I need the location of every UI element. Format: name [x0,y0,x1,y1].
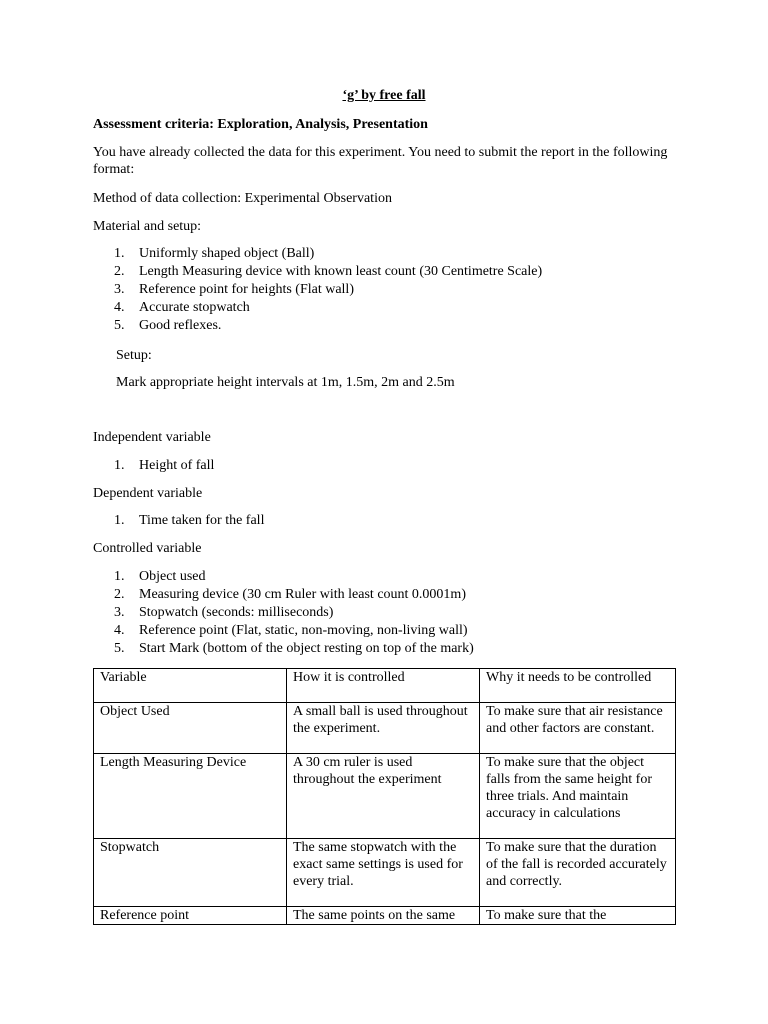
list-text: Time taken for the fall [139,513,265,528]
list-number: 5. [114,641,125,656]
list-text: Object used [139,569,206,584]
list-item [93,245,542,263]
table-cell: A 30 cm ruler is used throughout the experiment [287,754,480,839]
intro-paragraph: You have already collected the data for this experiment. You need to submit the report in the following format: [93,145,668,177]
list-number: 1. [114,458,125,473]
table-cell: The same points on the same [287,907,480,925]
controlled-list [93,568,474,658]
list-number: 4. [114,300,125,315]
table-header-cell: Why it needs to be controlled [480,669,676,703]
list-item [93,604,474,622]
table-header-cell: How it is controlled [287,669,480,703]
list-number: 1. [114,569,125,584]
list-item [93,640,474,658]
list-number: 2. [114,264,125,279]
table-cell: Length Measuring Device [94,754,287,839]
list-number: 4. [114,623,125,638]
materials-list [93,245,542,335]
list-item [93,457,214,475]
list-number: 1. [114,246,125,261]
list-text: Stopwatch (seconds: milliseconds) [139,605,334,620]
table-cell: To make sure that the [480,907,676,925]
table-cell: To make sure that the object falls from the same height for three trials. And maintain accuracy in calculations [480,754,676,839]
method-line: Method of data collection: Experimental Observation [93,191,392,206]
list-number: 3. [114,282,125,297]
list-text: Measuring device (30 cm Ruler with least count 0.0001m) [139,587,466,602]
list-text: Length Measuring device with known least count (30 Centimetre Scale) [139,264,543,279]
table-header-cell: Variable [94,669,287,703]
list-number: 2. [114,587,125,602]
list-number: 3. [114,605,125,620]
table-row [94,754,676,839]
list-text: Uniformly shaped object (Ball) [139,246,315,261]
list-text: Reference point for heights (Flat wall) [139,282,354,297]
list-item [93,281,542,299]
list-item [93,317,542,335]
table-cell: A small ball is used throughout the experiment. [287,703,480,754]
material-heading: Material and setup: [93,219,202,234]
table-cell: To make sure that air resistance and other factors are constant. [480,703,676,754]
list-item [93,263,542,281]
dependent-heading: Dependent variable [93,486,203,501]
list-text: Height of fall [139,458,215,473]
document-title: ‘g’ by free fall [342,88,426,103]
independent-list [93,457,214,475]
list-text: Accurate stopwatch [139,300,250,315]
table-row [94,703,676,754]
list-item [93,622,474,640]
table-row [94,839,676,907]
list-number: 1. [114,513,125,528]
list-number: 5. [114,318,125,333]
table-row [94,907,676,925]
list-text: Reference point (Flat, static, non-moving, non-living wall) [139,623,468,638]
table-header-row [94,669,676,703]
table-cell: Object Used [94,703,287,754]
list-item [93,586,474,604]
table-cell: Reference point [94,907,287,925]
setup-text: Mark appropriate height intervals at 1m, 1.5m, 2m and 2.5m [116,375,455,390]
list-item [93,568,474,586]
dependent-list [93,512,264,530]
list-text: Good reflexes. [139,318,222,333]
table-cell: To make sure that the duration of the fall is recorded accurately and correctly. [480,839,676,907]
table-cell: Stopwatch [94,839,287,907]
list-item [93,512,264,530]
independent-heading: Independent variable [93,430,211,445]
setup-heading: Setup: [116,348,152,363]
controlled-variables-table [93,668,676,925]
list-item [93,299,542,317]
assessment-criteria: Assessment criteria: Exploration, Analysis, Presentation [93,117,428,132]
table-cell: The same stopwatch with the exact same settings is used for every trial. [287,839,480,907]
list-text: Start Mark (bottom of the object resting on top of the mark) [139,641,474,656]
controlled-heading: Controlled variable [93,541,202,556]
